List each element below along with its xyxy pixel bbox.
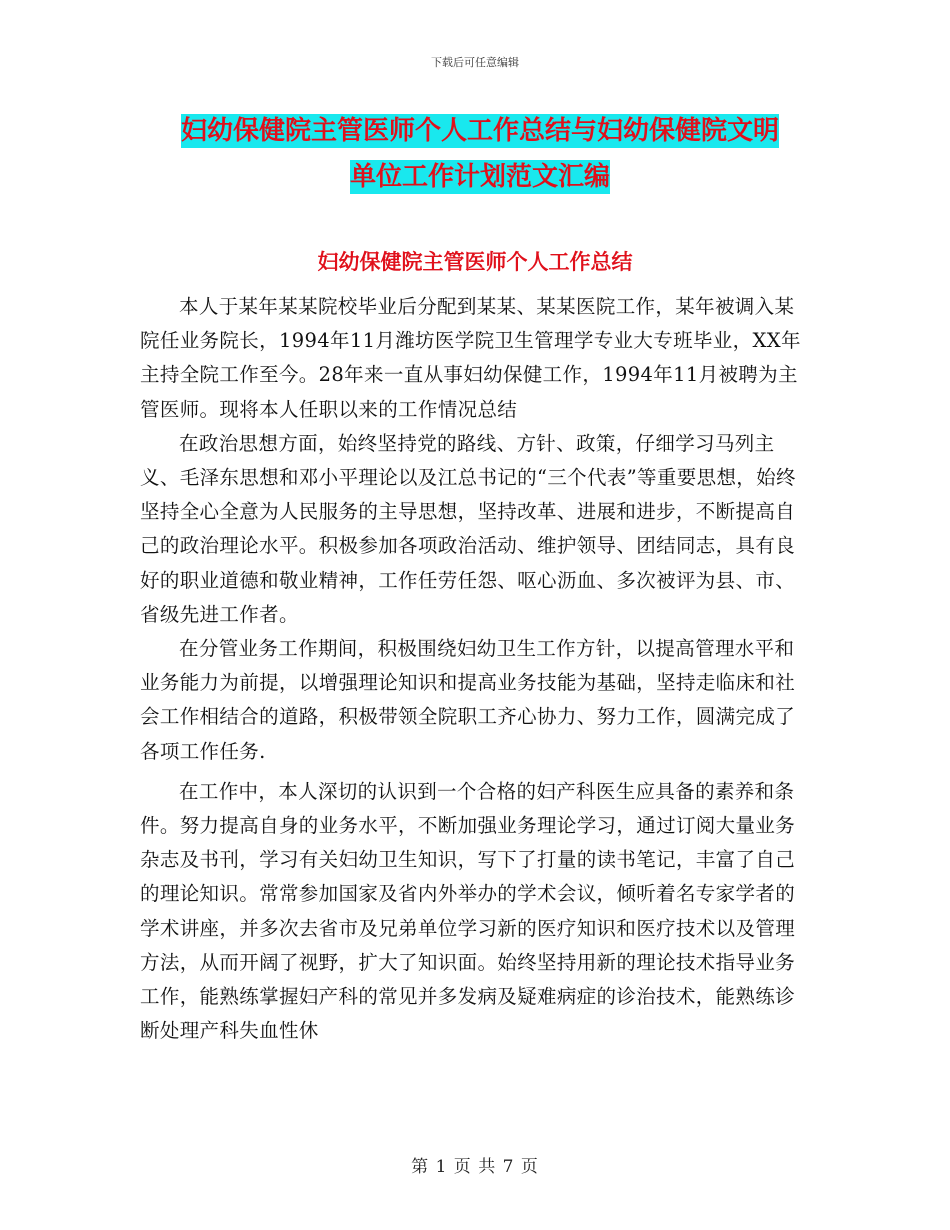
title-line-1-text: 妇幼保健院主管医师个人工作总结与妇幼保健院文明 bbox=[180, 116, 779, 146]
page-header-note: 下载后可任意编辑 bbox=[431, 56, 519, 69]
document-title bbox=[140, 108, 820, 200]
paragraph: 在政治思想方面，始终坚持党的路线、方针、政策，仔细学习马列主义、毛泽东思想和邓小平理论以及江总书记的“三个代表”等重要思想，始终坚持全心全意为人民服务的主导思想，坚持改革、进展和进步，不断提高自己的政治理论水平。积极参加各项政治活动、维护领导、团结同志，具有良好的职业道德和敬业精神，工作任劳任怨、呕心沥血、多次被评为县、市、省级先进工作者。 bbox=[140, 431, 796, 626]
paragraph: 在工作中，本人深切的认识到一个合格的妇产科医生应具备的素养和条件。努力提高自身的业务水平，不断加强业务理论学习，通过订阅大量业务杂志及书刊，学习有关妇幼卫生知识，写下了打量的读书笔记，丰富了自己的理论知识。常常参加国家及省内外举办的学术会议，倾听着名专家学者的学术讲座，并多次去省市及兄弟单位学习新的医疗知识和医疗技术以及管理方法，从而开阔了视野，扩大了知识面。始终坚持用新的理论技术指导业务工作，能熟练掌握妇产科的常见并多发病及疑难病症的诊治技术，能熟练诊断处理产科失血性休 bbox=[140, 779, 796, 1043]
paragraph: 本人于某年某某院校毕业后分配到某某、某某医院工作，某年被调入某院任业务院长，1994年11月潍坊医学院卫生管理学专业大专班毕业，XX年主持全院工作至今。28年来一直从事妇幼保健工作，1994年11月被聘为主管医师。现将本人任职以来的工作情况总结 bbox=[140, 295, 801, 421]
paragraph: 在分管业务工作期间，积极围绕妇幼卫生工作方针，以提高管理水平和业务能力为前提，以增强理论知识和提高业务技能为基础，坚持走临床和社会工作相结合的道路，积极带领全院职工齐心协力、努力工作，圆满完成了各项工作任务. bbox=[140, 637, 796, 763]
document-body bbox=[140, 290, 805, 1048]
page-number: 第 1 页 共 7 页 bbox=[411, 1157, 539, 1177]
section-title: 妇幼保健院主管医师个人工作总结 bbox=[317, 250, 633, 274]
title-line-1 bbox=[140, 108, 820, 154]
title-line-2 bbox=[140, 154, 820, 200]
title-line-2-text: 单位工作计划范文汇编 bbox=[349, 162, 610, 192]
